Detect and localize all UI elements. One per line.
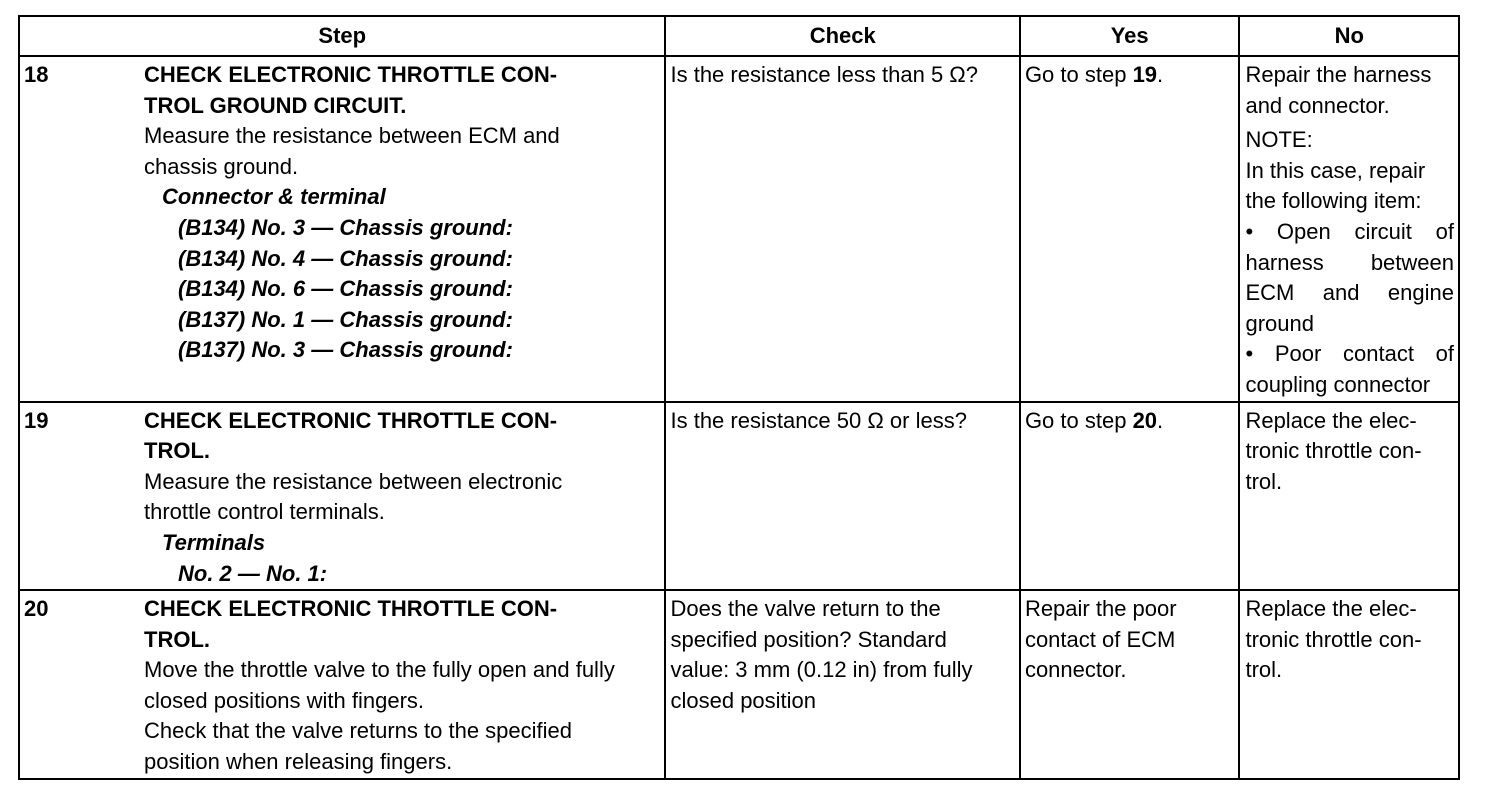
step-number: 18 xyxy=(24,62,49,87)
no-text: tronic throttle con- xyxy=(1245,438,1422,464)
note-label: NOTE: xyxy=(1245,127,1313,153)
step-instruction: closed positions with fingers. xyxy=(144,687,425,713)
step-instruction: Check that the valve returns to the specified xyxy=(144,718,573,744)
terminal-spec: No. 2 — No. 1: xyxy=(178,560,328,586)
check-cell xyxy=(665,56,1019,402)
yes-step-ref: 20 xyxy=(1132,407,1158,433)
terminal-spec: (B134) No. 6 — Chassis ground: xyxy=(178,276,513,302)
step-number: 20 xyxy=(24,596,49,622)
note-text: the following item: xyxy=(1245,188,1422,214)
yes-cell xyxy=(1020,402,1240,591)
no-cell xyxy=(1239,590,1459,779)
yes-text xyxy=(1021,403,1239,437)
terminals-heading: Terminals xyxy=(162,529,266,555)
no-text: trol. xyxy=(1245,468,1283,494)
step-title: CHECK ELECTRONIC THROTTLE CON- xyxy=(144,596,558,622)
step-title: TROL GROUND CIRCUIT. xyxy=(144,92,407,118)
no-text: Repair the harness xyxy=(1245,62,1432,87)
note-text: ground xyxy=(1245,310,1314,336)
step-cell xyxy=(19,402,665,591)
header-step: Step xyxy=(19,16,665,56)
note-text: harness between xyxy=(1245,249,1454,275)
connector-heading: Connector & terminal xyxy=(162,184,386,210)
check-text: value: 3 mm (0.12 in) from fully xyxy=(670,657,973,683)
diagnostic-table xyxy=(18,15,1460,780)
yes-text: Repair the poor xyxy=(1024,596,1177,622)
check-text: Does the valve return to the xyxy=(670,596,941,622)
terminal-spec: (B137) No. 3 — Chassis ground: xyxy=(178,337,513,363)
table-row xyxy=(19,590,1459,779)
step-instruction: chassis ground. xyxy=(144,153,299,179)
table-row xyxy=(19,402,1459,591)
step-instruction: throttle control terminals. xyxy=(144,499,385,525)
yes-text xyxy=(1021,57,1239,91)
table-row xyxy=(19,56,1459,402)
yes-suffix: . xyxy=(1157,62,1164,87)
yes-prefix: Go to step xyxy=(1024,62,1133,87)
no-text: Replace the elec- xyxy=(1245,407,1417,433)
step-cell xyxy=(19,56,665,402)
note-text: ECM and engine xyxy=(1245,280,1454,306)
yes-suffix: . xyxy=(1157,407,1164,433)
note-text: • Poor contact of xyxy=(1245,341,1454,367)
terminal-spec: (B134) No. 4 — Chassis ground: xyxy=(178,245,513,271)
header-row xyxy=(19,16,1459,56)
yes-prefix: Go to step xyxy=(1024,407,1133,433)
note-text: In this case, repair xyxy=(1245,157,1426,183)
check-cell xyxy=(665,402,1019,591)
check-text: closed position xyxy=(670,687,817,713)
check-text: Is the resistance less than 5 Ω? xyxy=(670,62,978,87)
terminal-spec: (B137) No. 1 — Chassis ground: xyxy=(178,306,513,332)
no-text: trol. xyxy=(1245,657,1283,683)
step-cell xyxy=(19,590,665,779)
header-yes: Yes xyxy=(1020,16,1240,56)
step-instruction: Measure the resistance between ECM and xyxy=(144,123,560,149)
check-text: specified position? Standard xyxy=(670,626,947,652)
no-text: and connector. xyxy=(1245,92,1390,118)
header-no: No xyxy=(1239,16,1459,56)
no-cell xyxy=(1239,402,1459,591)
step-title: CHECK ELECTRONIC THROTTLE CON- xyxy=(144,62,558,87)
yes-text: contact of ECM xyxy=(1024,626,1176,652)
terminal-spec: (B134) No. 3 — Chassis ground: xyxy=(178,214,513,240)
header-check: Check xyxy=(665,16,1019,56)
check-text: Is the resistance 50 Ω or less? xyxy=(670,407,967,433)
yes-cell xyxy=(1020,56,1240,402)
step-instruction: position when releasing fingers. xyxy=(144,749,453,775)
yes-cell xyxy=(1020,590,1240,779)
note-text: • Open circuit of xyxy=(1245,218,1454,244)
note-text: coupling connector xyxy=(1245,371,1431,397)
step-title: TROL. xyxy=(144,626,210,652)
step-title: TROL. xyxy=(144,438,210,464)
no-text: Replace the elec- xyxy=(1245,596,1417,622)
check-cell xyxy=(665,590,1019,779)
step-number: 19 xyxy=(24,407,49,433)
no-text: tronic throttle con- xyxy=(1245,626,1422,652)
yes-text: connector. xyxy=(1024,657,1127,683)
yes-step-ref: 19 xyxy=(1132,62,1158,87)
step-title: CHECK ELECTRONIC THROTTLE CON- xyxy=(144,407,558,433)
step-instruction: Move the throttle valve to the fully open and fully xyxy=(144,657,615,683)
no-cell xyxy=(1239,56,1459,402)
step-instruction: Measure the resistance between electronic xyxy=(144,468,563,494)
